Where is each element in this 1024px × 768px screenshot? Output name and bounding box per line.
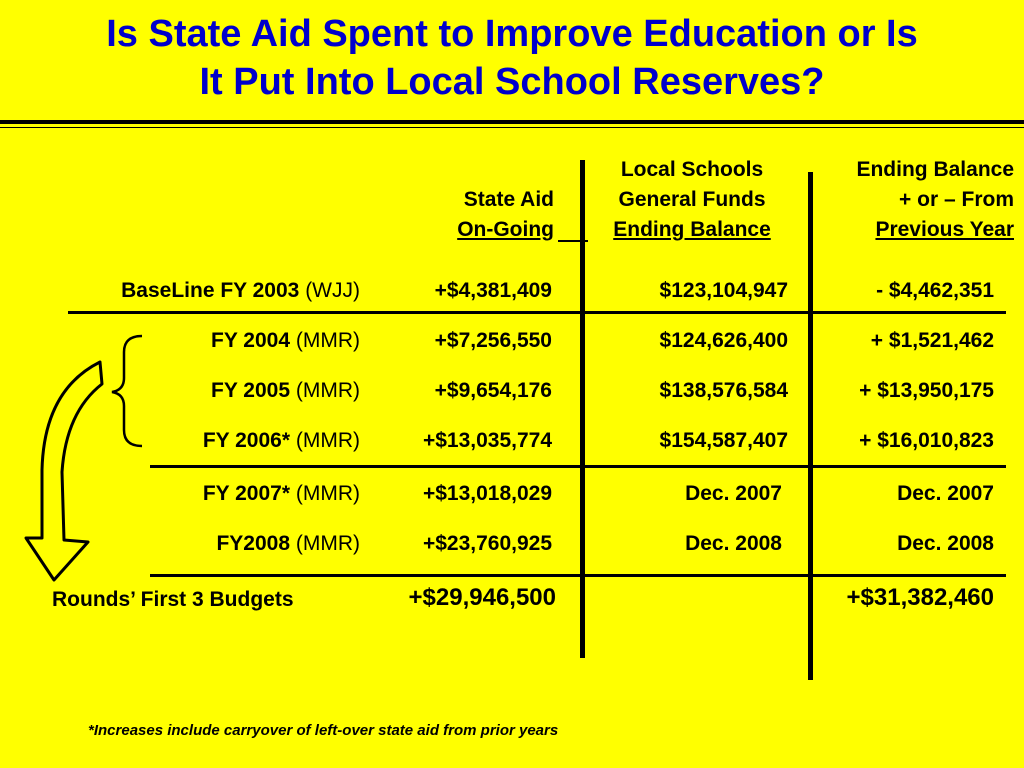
- header-ending-balance-line-2: + or – From: [899, 188, 1014, 211]
- row-fy2007-aid: +$13,018,029: [422, 482, 552, 505]
- row-fy2004-label: FY 2004 (MMR): [211, 329, 360, 352]
- row-fy2008-label: FY2008 (MMR): [216, 532, 360, 555]
- row-baseline-label: BaseLine FY 2003 (WJJ): [121, 279, 360, 302]
- curly-brace-icon: [112, 336, 142, 446]
- row-fy2008-aid: +$23,760,925: [422, 532, 552, 555]
- footnote: *Increases include carryover of left-over state aid from prior years: [88, 722, 559, 739]
- row-fy2006-label: FY 2006* (MMR): [202, 429, 360, 452]
- row-fy2006-fund: $154,587,407: [659, 429, 788, 452]
- title-line-1: Is State Aid Spent to Improve Education or Is: [106, 13, 918, 55]
- row-baseline-fund: $123,104,947: [659, 279, 788, 302]
- header-general-funds-line-3: Ending Balance: [613, 218, 771, 241]
- row-fy2006-end: + $16,010,823: [859, 429, 994, 452]
- header-general-funds-line-2: General Funds: [618, 188, 766, 211]
- header-general-funds-line-1: Local Schools: [620, 158, 764, 181]
- row-fy2005-fund: $138,576,584: [659, 379, 788, 402]
- row-fy2007-fund: Dec. 2007: [685, 482, 782, 505]
- title-line-2: It Put Into Local School Reserves?: [199, 61, 825, 103]
- header-state-aid-line-2: On-Going: [457, 218, 554, 241]
- row-fy2004-end: + $1,521,462: [870, 329, 994, 352]
- curved-arrow-icon: [26, 362, 102, 580]
- row-fy2004-aid: +$7,256,550: [434, 329, 552, 352]
- row-fy2005-end: + $13,950,175: [859, 379, 994, 402]
- row-fy2004-fund: $124,626,400: [659, 329, 788, 352]
- header-ending-balance-line-3: Previous Year: [875, 218, 1014, 241]
- header-state-aid-line-1: State Aid: [463, 188, 554, 211]
- header-ending-balance-line-1: Ending Balance: [856, 158, 1014, 181]
- row-fy2007-label: FY 2007* (MMR): [202, 482, 360, 505]
- summary-label: Rounds’ First 3 Budgets: [52, 588, 294, 611]
- row-fy2008-end: Dec. 2008: [897, 532, 994, 555]
- row-baseline-end: - $4,462,351: [876, 279, 994, 302]
- row-fy2008-fund: Dec. 2008: [685, 532, 782, 555]
- row-fy2006-aid: +$13,035,774: [422, 429, 552, 452]
- row-fy2005-label: FY 2005 (MMR): [211, 379, 360, 402]
- row-fy2005-aid: +$9,654,176: [434, 379, 552, 402]
- row-baseline-aid: +$4,381,409: [434, 279, 552, 302]
- row-fy2007-end: Dec. 2007: [897, 482, 994, 505]
- summary-end: +$31,382,460: [846, 584, 994, 611]
- summary-aid: +$29,946,500: [408, 584, 556, 611]
